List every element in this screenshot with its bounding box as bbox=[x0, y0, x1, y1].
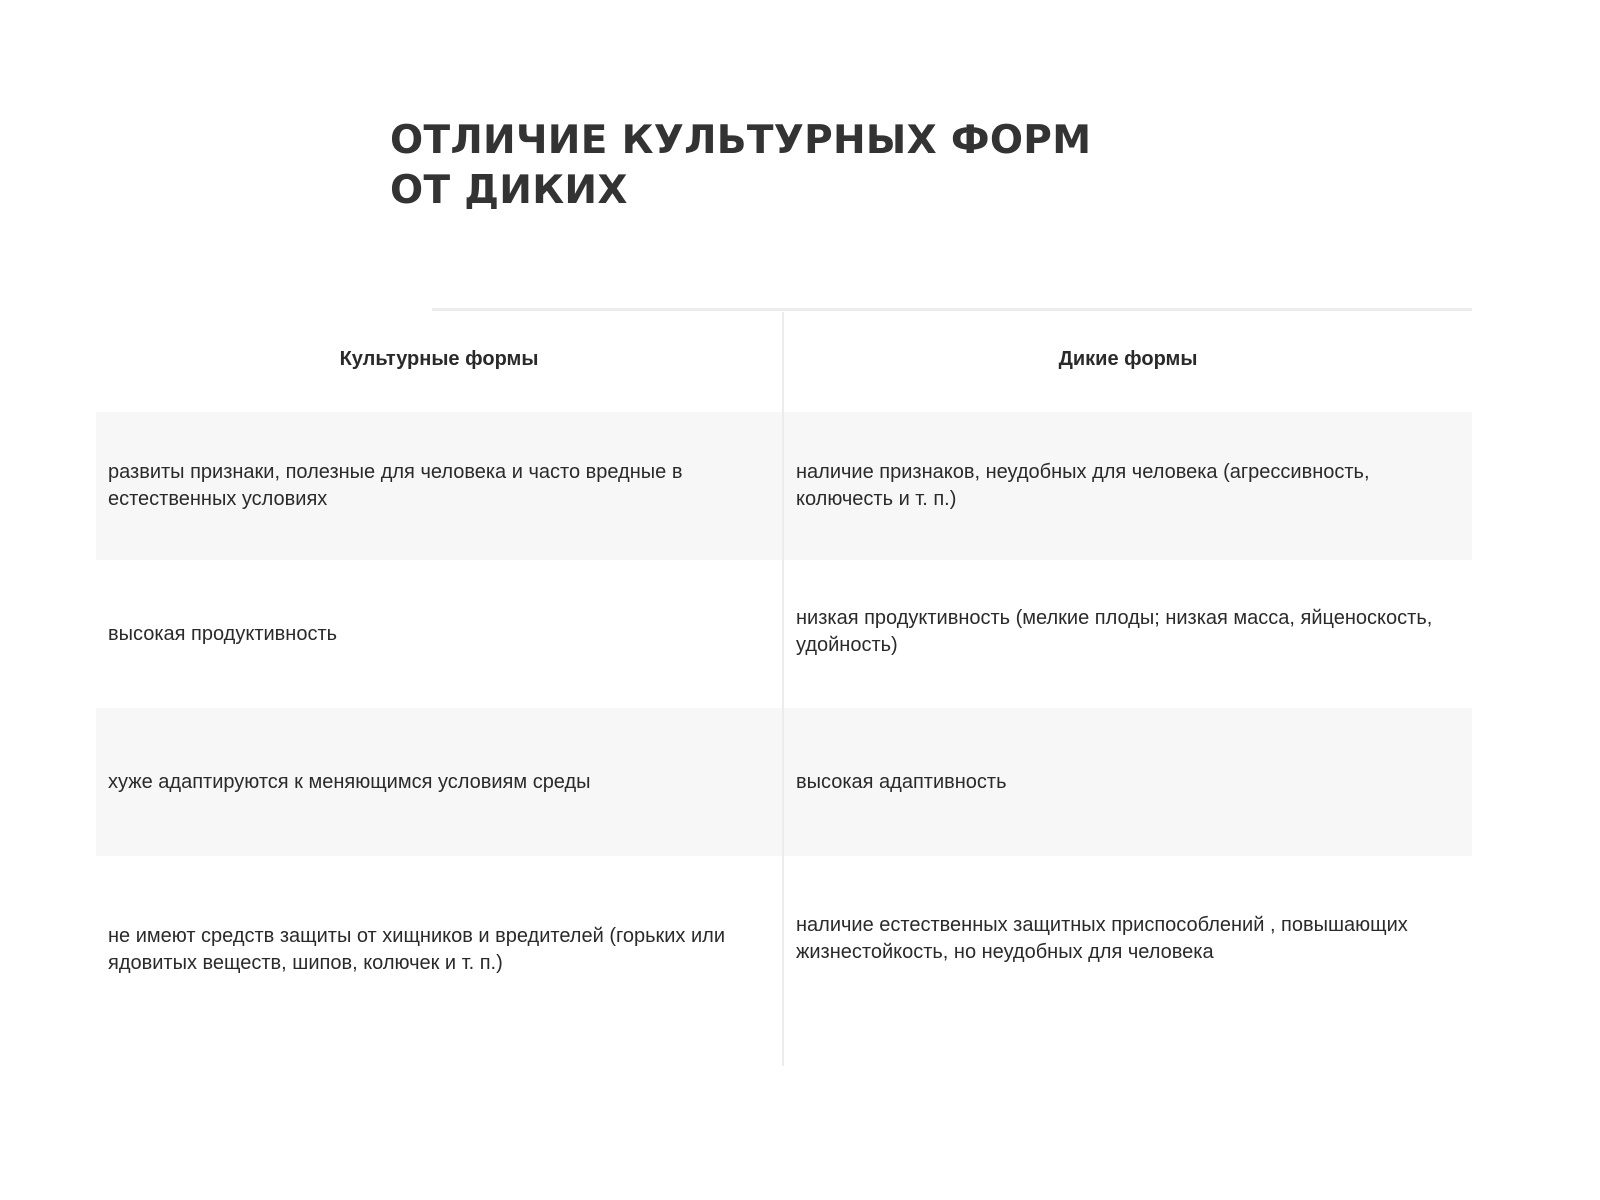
divider bbox=[432, 308, 1472, 311]
cultivated-cell: высокая продуктивность bbox=[96, 560, 784, 708]
wild-cell: наличие признаков, неудобных для человека (агрессивность, колючесть и т. п.) bbox=[796, 461, 1370, 510]
cultivated-cell: не имеют средств защиты от хищников и вредителей (горьких или ядовитых веществ, шипов, колючек и т. п.) bbox=[96, 856, 784, 1066]
wild-cell: высокая адаптивность bbox=[796, 770, 1007, 793]
header-cultivated-forms: Культурные формы bbox=[96, 312, 784, 412]
cultivated-cell: развиты признаки, полезные для человека и часто вредные в естественных условиях bbox=[96, 412, 784, 560]
table-row bbox=[96, 560, 1472, 708]
wild-cell: низкая продуктивность (мелкие плоды; низкая масса, яйценоскость, удойность) bbox=[796, 607, 1433, 656]
comparison-table bbox=[96, 312, 1472, 1066]
table-row bbox=[96, 412, 1472, 560]
cultivated-cell: хуже адаптируются к меняющимся условиям среды bbox=[96, 708, 784, 856]
table-row bbox=[96, 708, 1472, 856]
wild-cell: наличие естественных защитных приспособлений , повышающих жизнестойкость, но неудобных для человека bbox=[796, 914, 1408, 963]
table-row bbox=[96, 856, 1472, 1066]
table-header-row bbox=[96, 312, 1472, 412]
header-wild-forms: Дикие формы bbox=[1058, 347, 1198, 370]
page-title: ОТЛИЧИЕ КУЛЬТУРНЫХ ФОРМ ОТ ДИКИХ bbox=[390, 118, 1092, 213]
